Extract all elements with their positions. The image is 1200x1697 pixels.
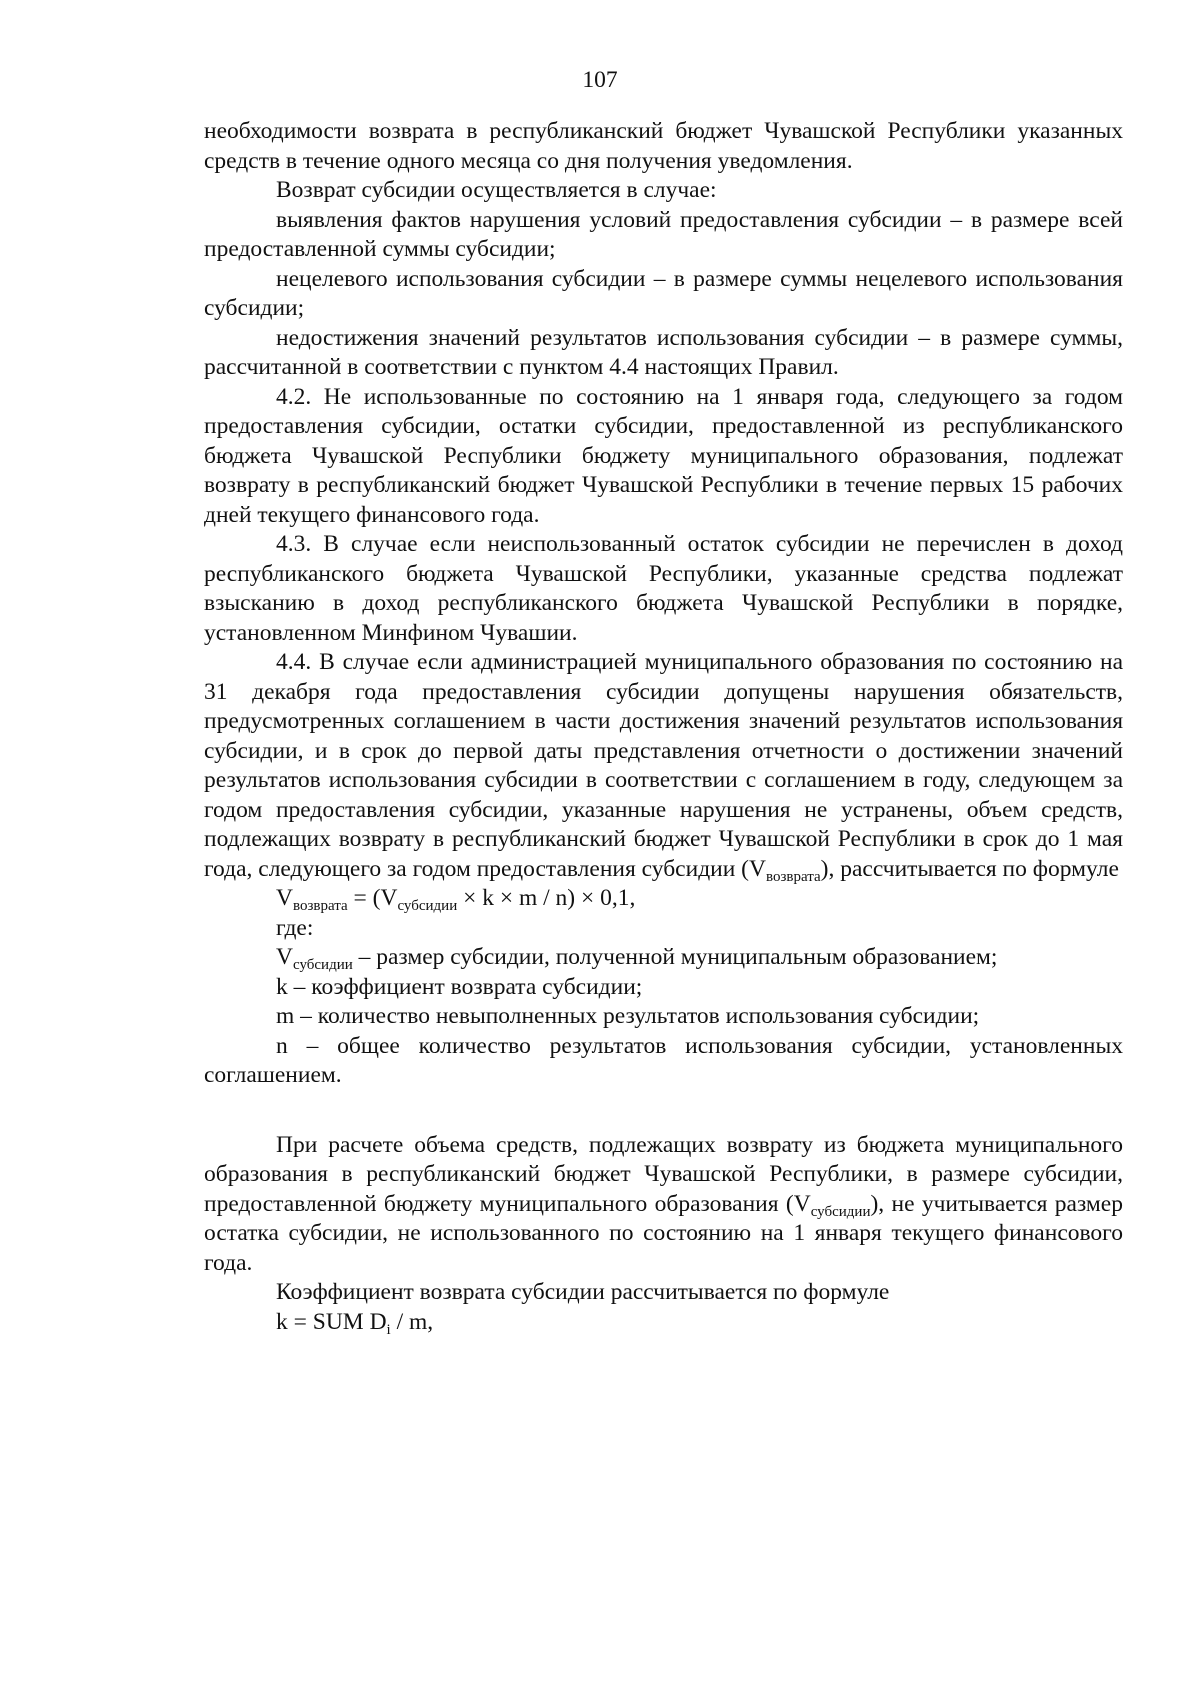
definition-m: m – количество невыполненных результатов использования субсидии; [276, 1003, 980, 1029]
formula-v-vozvrata: $V_{возврата} = (V_{субсидии} \times k \times m / n) \times 0,1$, [276, 885, 636, 914]
definition-k: k – коэффициент возврата субсидии; [276, 973, 643, 1000]
paragraph-case-misuse: нецелевого использования субсидии – в размере суммы нецелевого использования субсидии; [204, 265, 1123, 321]
paragraph-calculation: При расчете объема средств, подлежащих возврату из бюджета муниципального образования в республиканский бюджет Чувашской Республики, в размере субсидии, предоставленной бюджету муниципального образования $(V_{субсидии})$, не учитывается размер остатка субсидии, не использованного по состоянию на 1 января текущего финансового года. [204, 1131, 1123, 1276]
paragraph-4-4-text: 4.4. В случае если администрацией муниципального образования по состоянию на 31 декабря года предоставления субсидии допущены нарушения обязательств, предусмотренных соглашением в части достижения значений результатов использования субсидии, и в срок до первой даты представления отчетности о достижении значений результатов использования субсидии в соответствии с соглашением в году, следующем за годом предоставления субсидии, указанные нарушения не устранены, объем средств, подлежащих возврату в республиканский бюджет Чувашской Республики в срок до 1 мая года, следующего за годом предоставления субсидии (V [204, 649, 1123, 882]
where-label: где: [276, 914, 314, 941]
paragraph-return-cases: Возврат субсидии осуществляется в случае: [276, 177, 717, 203]
paragraph-coefficient: Коэффициент возврата субсидии рассчитывается по формуле [276, 1279, 890, 1305]
paragraph-4-3: 4.3. В случае если неиспользованный остаток субсидии не перечислен в доход республиканского бюджета Чувашской Республики, указанные средства подлежат взысканию в доход республиканского бюджета Чувашской Республики в порядке, установленном Минфином Чувашии. [204, 531, 1123, 646]
paragraph-case-nonachievement: недостижения значений результатов использования субсидии – в размере суммы, рассчитанной в соответствии с пунктом 4.4 настоящих Правил. [204, 324, 1123, 380]
formula-k: k = SUM $D_i$ / m, [276, 1308, 434, 1338]
paragraph-case-violation: выявления фактов нарушения условий предоставления субсидии – в размере всей предоставленной суммы субсидии; [204, 206, 1123, 262]
formula-subscript-subsidii: субсидии [397, 898, 458, 914]
paragraph-subscript-subsidii: субсидии [810, 1203, 871, 1220]
formula-subscript-i: i [386, 1321, 391, 1338]
definition-n: n – общее количество результатов использования субсидии, установленных соглашением. [204, 1032, 1123, 1088]
body-text [204, 117, 1123, 1337]
paragraph-4-2: 4.2. Не использованные по состоянию на 1 января года, следующего за годом предоставления субсидии, остатки субсидии, предоставленной из республиканского бюджета Чувашской Республики бюджету муниципального образования, подлежат возврату в республиканский бюджет Чувашской Республики в течение первых 15 рабочих дней текущего финансового года. [204, 383, 1123, 528]
paragraph-4-4-tail: ), рассчитывается по формуле [820, 855, 1119, 882]
paragraph-continuation: необходимости возврата в республиканский бюджет Чувашской Республики указанных средств в течение одного месяца со дня получения уведомления. [204, 118, 1123, 174]
definition-v-subsidii: $V_{субсидии}$ – размер субсидии, полученной муниципальным образованием; [276, 944, 998, 973]
page-number: 107 [582, 67, 618, 93]
definition-subscript-subsidii: субсидии [292, 957, 353, 973]
paragraph-4-4 [204, 648, 1123, 884]
formula-subscript-vozvrata: возврата [292, 898, 348, 914]
subscript-vozvrata: возврата [765, 868, 821, 885]
